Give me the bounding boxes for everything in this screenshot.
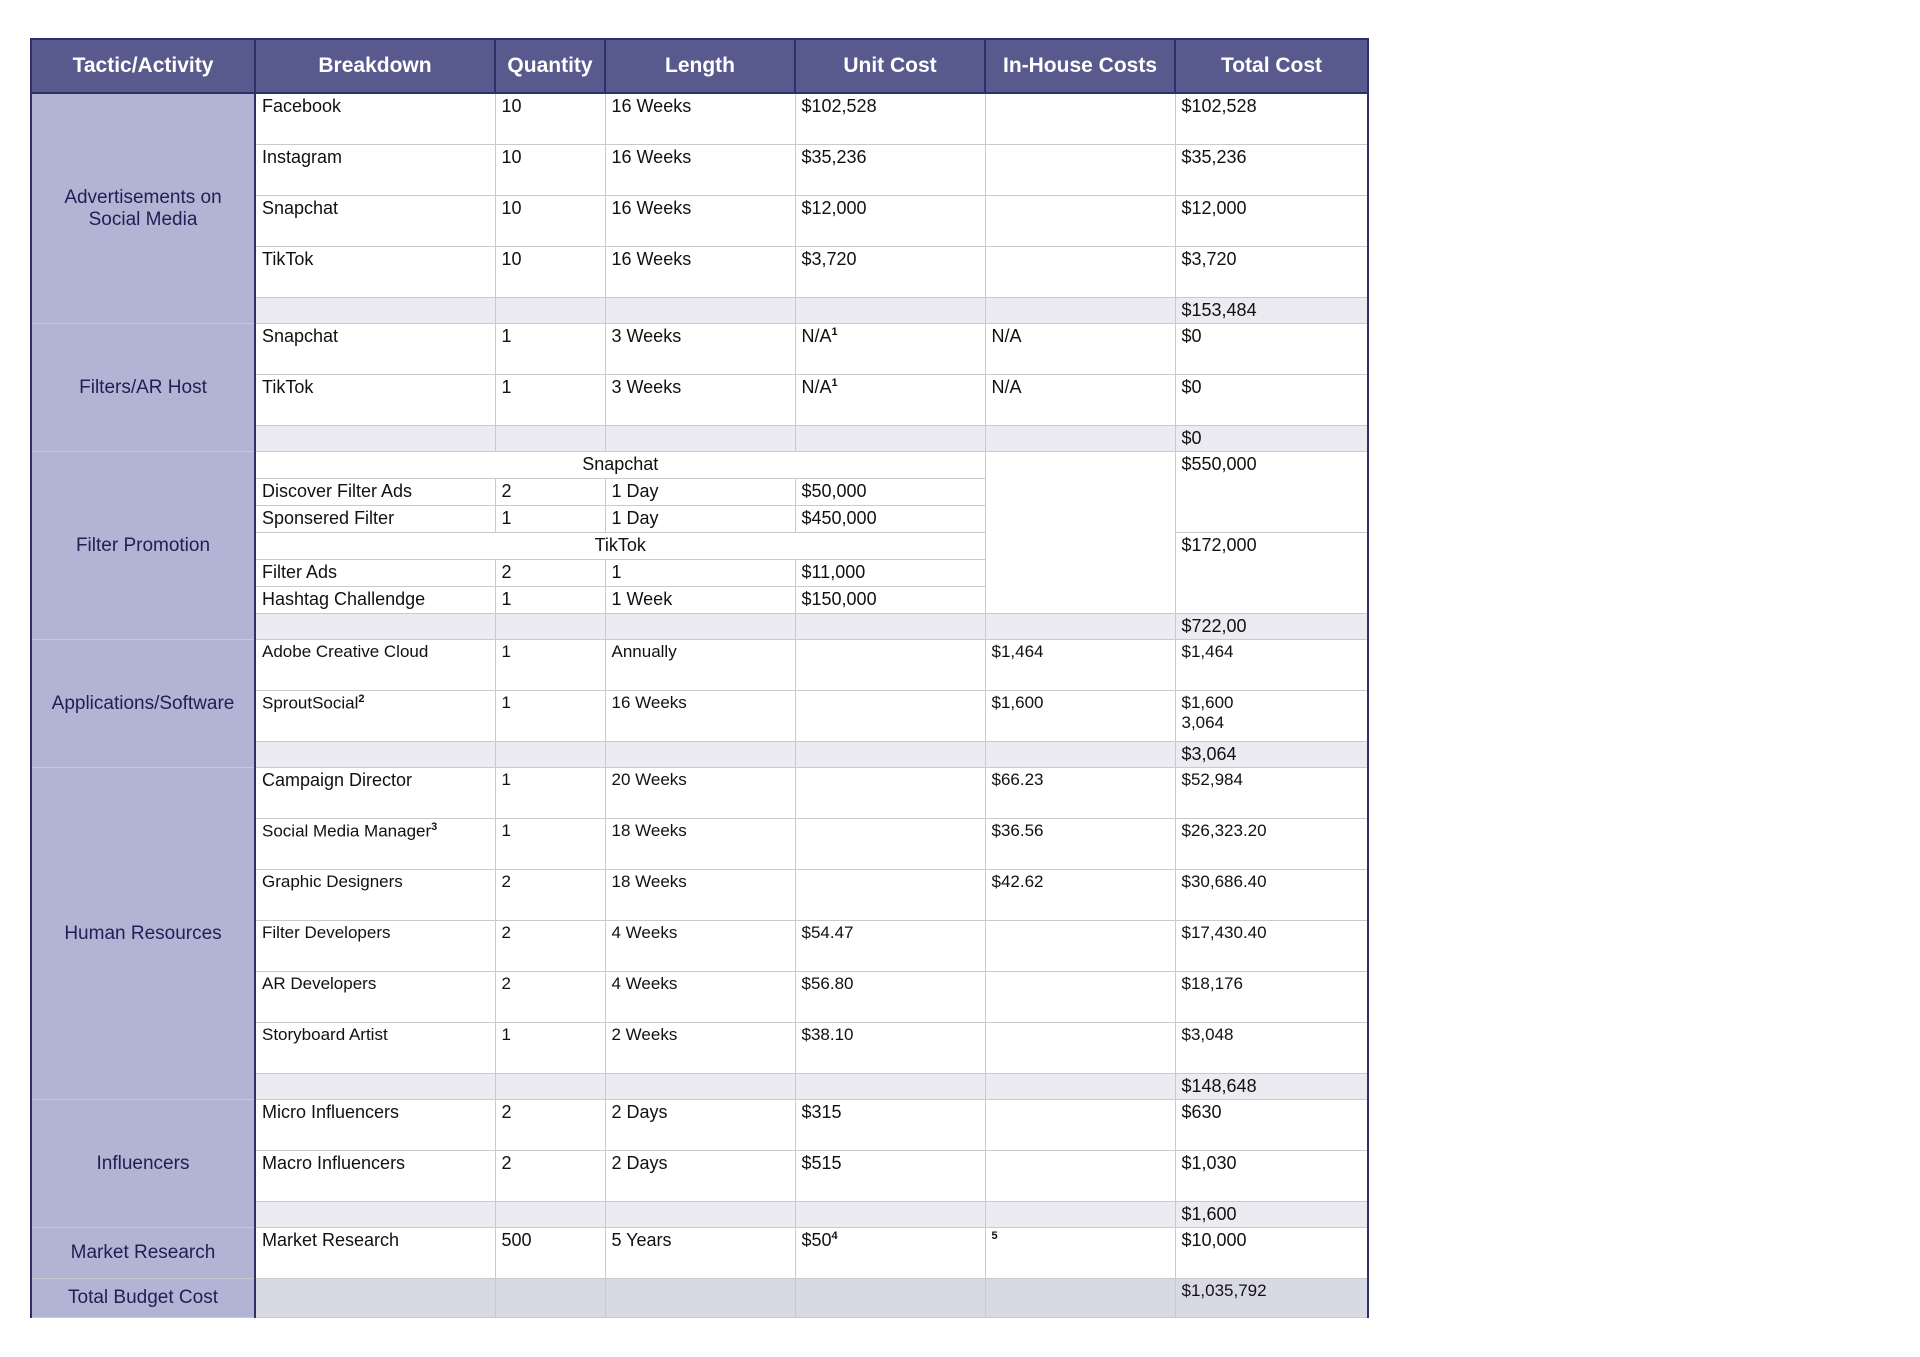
breakdown-cell: Sponsered Filter [255, 506, 495, 533]
quantity-cell: 1 [495, 1023, 605, 1074]
header-tactic: Tactic/Activity [31, 39, 255, 93]
quantity-cell: 2 [495, 479, 605, 506]
group-label-snapchat: Snapchat [255, 452, 985, 479]
quantity-cell: 2 [495, 972, 605, 1023]
quantity-cell: 10 [495, 145, 605, 196]
length-cell: 18 Weeks [605, 819, 795, 870]
in-house-cell: N/A [985, 324, 1175, 375]
breakdown-cell: Hashtag Challendge [255, 587, 495, 614]
category-filter-promotion: Filter Promotion [31, 452, 255, 640]
footnote-marker: 3 [431, 821, 438, 833]
in-house-cell [985, 921, 1175, 972]
unit-cost-cell [795, 640, 985, 691]
in-house-cell [985, 93, 1175, 145]
quantity-cell: 1 [495, 375, 605, 426]
unit-cost-cell: $\$50^4$ [795, 1228, 985, 1279]
length-cell: 16 Weeks [605, 196, 795, 247]
header-row [31, 39, 1368, 93]
table-row [31, 324, 1368, 375]
header-breakdown: Breakdown [255, 39, 495, 93]
in-house-cell [985, 1228, 1175, 1279]
table-row [31, 1228, 1368, 1279]
in-house-cell: N/A [985, 375, 1175, 426]
subtotal-cell: $1,600 [1175, 1202, 1368, 1228]
budget-table [30, 38, 1369, 1318]
total-cost-cell: $17,430.40 [1175, 921, 1368, 972]
category-filters-ar-host: Filters/AR Host [31, 324, 255, 452]
category-applications-software: Applications/Software [31, 640, 255, 768]
in-house-cell [985, 196, 1175, 247]
breakdown-cell: Campaign Director [255, 768, 495, 819]
unit-cost-cell: $38.10 [795, 1023, 985, 1074]
total-cost-cell: $10,000 [1175, 1228, 1368, 1279]
group-total-snapchat: $550,000 [1175, 452, 1368, 533]
in-house-cell [985, 1100, 1175, 1151]
in-house-cell [985, 247, 1175, 298]
length-cell: 3 Weeks [605, 375, 795, 426]
total-cost-cell: $0 [1175, 375, 1368, 426]
unit-cost-cell: $11,000 [795, 560, 985, 587]
breakdown-cell: Social Media Manager$^3$ [255, 819, 495, 870]
footnote-marker: 1 [831, 326, 838, 338]
quantity-cell: 1 [495, 587, 605, 614]
unit-cost-cell: $N/A^1$ [795, 324, 985, 375]
breakdown-cell: SproutSocial$^2$ [255, 691, 495, 742]
length-cell: 2 Days [605, 1100, 795, 1151]
in-house-cell: $1,600 [985, 691, 1175, 742]
length-cell: 4 Weeks [605, 972, 795, 1023]
header-quantity: Quantity [495, 39, 605, 93]
breakdown-cell: Snapchat [255, 196, 495, 247]
unit-cost-cell: $N/A^1$ [795, 375, 985, 426]
subtotal-cell: $148,648 [1175, 1074, 1368, 1100]
quantity-cell: 10 [495, 93, 605, 145]
footnote-marker: 5 [991, 1230, 998, 1242]
in-house-cell [985, 145, 1175, 196]
subtotal-cell: $153,484 [1175, 298, 1368, 324]
length-cell: 1 Week [605, 587, 795, 614]
header-length: Length [605, 39, 795, 93]
total-cost-cell: $102,528 [1175, 93, 1368, 145]
category-influencers: Influencers [31, 1100, 255, 1228]
quantity-cell: 1 [495, 691, 605, 742]
quantity-cell: 10 [495, 196, 605, 247]
total-cost-cell: $30,686.40 [1175, 870, 1368, 921]
unit-cost-cell: $50,000 [795, 479, 985, 506]
total-cost-cell: $52,984 [1175, 768, 1368, 819]
length-cell: 1 [605, 560, 795, 587]
group-row [31, 452, 1368, 479]
category-market-research: Market Research [31, 1228, 255, 1279]
table-row [31, 1100, 1368, 1151]
total-cost-cell: $26,323.20 [1175, 819, 1368, 870]
unit-cost-cell [795, 691, 985, 742]
breakdown-cell: Graphic Designers [255, 870, 495, 921]
in-house-cell [985, 452, 1175, 614]
breakdown-cell: AR Developers [255, 972, 495, 1023]
quantity-cell: 500 [495, 1228, 605, 1279]
length-cell: 3 Weeks [605, 324, 795, 375]
total-cost-cell: $3,048 [1175, 1023, 1368, 1074]
unit-cost-cell: $102,528 [795, 93, 985, 145]
total-cost-cell: $1,464 [1175, 640, 1368, 691]
header-unit-cost: Unit Cost [795, 39, 985, 93]
grand-total-row [31, 1279, 1368, 1318]
quantity-cell: 2 [495, 560, 605, 587]
header-in-house-costs: In-House Costs [985, 39, 1175, 93]
grand-total-label: Total Budget Cost [31, 1279, 255, 1318]
quantity-cell: 2 [495, 1100, 605, 1151]
total-cost-cell: $0 [1175, 324, 1368, 375]
breakdown-cell: Facebook [255, 93, 495, 145]
breakdown-cell: Micro Influencers [255, 1100, 495, 1151]
in-house-cell [985, 1151, 1175, 1202]
breakdown-cell: Market Research [255, 1228, 495, 1279]
quantity-cell: 1 [495, 324, 605, 375]
unit-cost-cell: $450,000 [795, 506, 985, 533]
length-cell: 4 Weeks [605, 921, 795, 972]
quantity-cell: 2 [495, 1151, 605, 1202]
length-cell: 1 Day [605, 479, 795, 506]
unit-cost-cell: $12,000 [795, 196, 985, 247]
total-cost-cell: $630 [1175, 1100, 1368, 1151]
quantity-cell: 1 [495, 640, 605, 691]
subtotal-cell: $3,064 [1175, 742, 1368, 768]
footnote-marker: 4 [831, 1230, 838, 1242]
group-total-tiktok: $172,000 [1175, 533, 1368, 614]
unit-cost-cell: $150,000 [795, 587, 985, 614]
table-row [31, 93, 1368, 145]
header-total-cost: Total Cost [1175, 39, 1368, 93]
group-label-tiktok: TikTok [255, 533, 985, 560]
unit-cost-cell: $315 [795, 1100, 985, 1151]
length-cell: 2 Days [605, 1151, 795, 1202]
length-cell: 16 Weeks [605, 93, 795, 145]
total-cost-cell: $1,600 3,064 [1175, 691, 1368, 742]
breakdown-cell: Filter Developers [255, 921, 495, 972]
category-social-media: Advertisements on Social Media [31, 93, 255, 324]
quantity-cell: 10 [495, 247, 605, 298]
quantity-cell: 1 [495, 768, 605, 819]
length-cell: 16 Weeks [605, 145, 795, 196]
unit-cost-cell: $54.47 [795, 921, 985, 972]
subtotal-cell: $0 [1175, 426, 1368, 452]
grand-total-value: $1,035,792 [1175, 1279, 1368, 1318]
quantity-cell: 2 [495, 870, 605, 921]
length-cell: 5 Years [605, 1228, 795, 1279]
unit-cost-cell: $3,720 [795, 247, 985, 298]
length-cell: 2 Weeks [605, 1023, 795, 1074]
breakdown-cell: TikTok [255, 247, 495, 298]
in-house-cell: $66.23 [985, 768, 1175, 819]
unit-cost-cell [795, 819, 985, 870]
in-house-cell [985, 1023, 1175, 1074]
subtotal-cell: $722,00 [1175, 614, 1368, 640]
unit-cost-cell [795, 870, 985, 921]
total-cost-cell: $3,720 [1175, 247, 1368, 298]
unit-cost-cell [795, 768, 985, 819]
breakdown-cell: Instagram [255, 145, 495, 196]
length-cell: 1 Day [605, 506, 795, 533]
footnote-marker: 1 [831, 377, 838, 389]
quantity-cell: 2 [495, 921, 605, 972]
length-cell: Annually [605, 640, 795, 691]
breakdown-cell: Storyboard Artist [255, 1023, 495, 1074]
breakdown-cell: TikTok [255, 375, 495, 426]
length-cell: 16 Weeks [605, 247, 795, 298]
total-cost-cell: $18,176 [1175, 972, 1368, 1023]
total-cost-cell: $35,236 [1175, 145, 1368, 196]
table-row [31, 640, 1368, 691]
table-row [31, 768, 1368, 819]
quantity-cell: 1 [495, 506, 605, 533]
category-human-resources: Human Resources [31, 768, 255, 1100]
footnote-marker: 2 [358, 693, 365, 705]
breakdown-cell: Filter Ads [255, 560, 495, 587]
in-house-cell [985, 972, 1175, 1023]
length-cell: 20 Weeks [605, 768, 795, 819]
breakdown-cell: Snapchat [255, 324, 495, 375]
total-cost-cell: $12,000 [1175, 196, 1368, 247]
in-house-cell: $42.62 [985, 870, 1175, 921]
in-house-cell: $1,464 [985, 640, 1175, 691]
unit-cost-cell: $515 [795, 1151, 985, 1202]
unit-cost-cell: $35,236 [795, 145, 985, 196]
quantity-cell: 1 [495, 819, 605, 870]
total-cost-cell: $1,030 [1175, 1151, 1368, 1202]
length-cell: 16 Weeks [605, 691, 795, 742]
breakdown-cell: Adobe Creative Cloud [255, 640, 495, 691]
length-cell: 18 Weeks [605, 870, 795, 921]
breakdown-cell: Macro Influencers [255, 1151, 495, 1202]
breakdown-cell: Discover Filter Ads [255, 479, 495, 506]
in-house-cell: $36.56 [985, 819, 1175, 870]
unit-cost-cell: $56.80 [795, 972, 985, 1023]
